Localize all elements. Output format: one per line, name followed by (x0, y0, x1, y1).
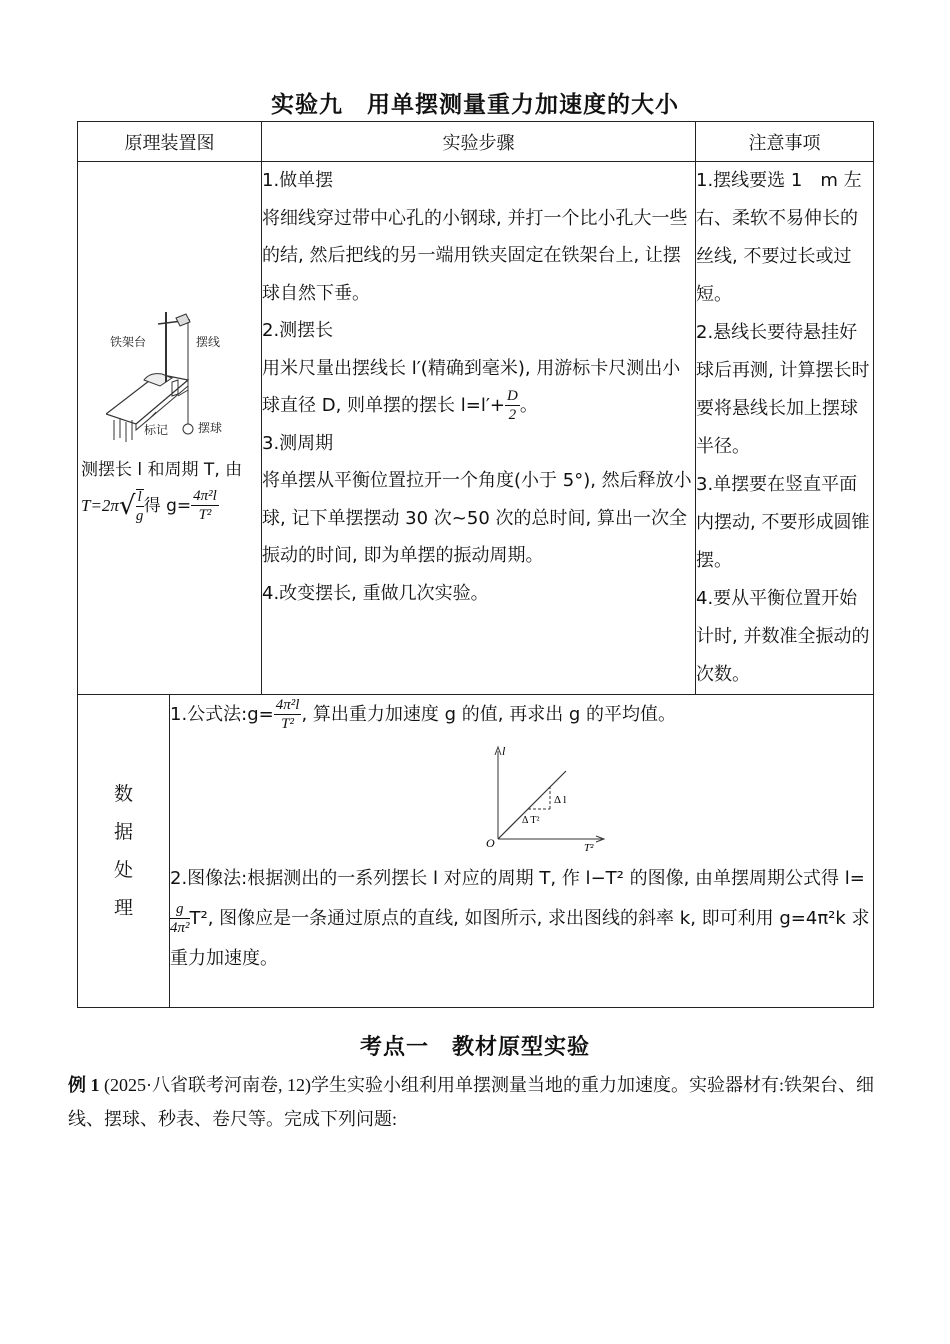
header-steps: 实验步骤 (262, 122, 696, 162)
principle-text (81, 452, 242, 524)
data-processing-cell (170, 695, 874, 1008)
data-label-char: 理 (113, 897, 133, 919)
method1-prefix: 1.公式法:g= (170, 704, 274, 725)
experiment-table (77, 121, 874, 1008)
method2-den: 4π² (170, 920, 190, 936)
g-den: T² (198, 507, 212, 523)
data-label-char: 数 (113, 783, 133, 805)
method1-den: T² (281, 716, 295, 732)
delta-l-label: Δ l (554, 794, 567, 806)
g-fraction (191, 489, 219, 523)
sqrt-den: g (135, 507, 144, 524)
method2-text-b: T², 图像应是一条通过原点的直线, 如图所示, 求出图线的斜率 k, 即可利用 g=4π²k 求重力加速度。 (170, 908, 870, 969)
header-principle: 原理装置图 (78, 122, 262, 162)
step1-body: 将细线穿过带中心孔的小钢球, 并打一个比小孔大一些的结, 然后把线的另一端用铁夹固定在铁架台上, 让摆球自然下垂。 (262, 207, 688, 304)
y-label: l (502, 744, 506, 758)
g-num: 4π²l (193, 488, 217, 504)
steps-cell (262, 162, 696, 695)
step1-title: 1.做单摆 (262, 170, 334, 191)
data-label-char: 处 (113, 859, 133, 881)
principle-line1: 测摆长 l 和周期 T, 由 (81, 460, 243, 480)
label-mark: 标记 (144, 423, 169, 437)
note-4: 4.要从平衡位置开始计时, 并数准全振动的次数。 (696, 588, 870, 685)
step4: 4.改变摆长, 重做几次实验。 (262, 582, 489, 604)
sqrt-sign: √ (118, 491, 136, 521)
example-text: (2025·八省联考河南卷, 12)学生实验小组利用单摆测量当地的重力加速度。实验器材有:铁架台、细线、摆球、秒表、卷尺等。完成下列问题: (68, 1075, 874, 1129)
example-1 (68, 1068, 880, 1136)
method1-num: 4π²l (275, 697, 300, 713)
principle-formula (81, 488, 242, 524)
principle-cell (78, 162, 262, 695)
step2-fraction (505, 389, 520, 423)
label-bob: 摆球 (198, 421, 223, 435)
section-title: 考点一 教材原型实验 (359, 1035, 590, 1060)
step2-text: 用米尺量出摆线长 l′(精确到毫米), 用游标卡尺测出小球直径 D, 则单摆的摆长 l=l′+ (262, 357, 681, 416)
step2-frac-num: D (507, 388, 518, 404)
mark-card (172, 380, 178, 396)
formula-prefix: T=2π (81, 496, 119, 515)
pendulum-bob (183, 424, 193, 434)
method1-suffix: , 算出重力加速度 g 的值, 再求出 g 的平均值。 (301, 704, 677, 725)
note-2: 2.悬线长要待悬挂好球后再测, 计算摆长时要将悬线长加上摆球半径。 (696, 322, 870, 457)
method2-text-a: 2.图像法:根据测出的一系列摆长 l 对应的周期 T, 作 l−T² 的图像, 由单摆周期公式得 l= (170, 868, 865, 889)
step2-title: 2.测摆长 (262, 320, 334, 341)
sqrt-fraction (136, 489, 144, 524)
origin-label: O (486, 836, 495, 850)
step3-body: 将单摆从平衡位置拉开一个角度(小于 5°), 然后释放小球, 记下单摆摆动 30 次~50 次的总时间, 算出一次全振动的时间, 即为单摆的振动周期。 (262, 470, 692, 566)
sqrt-num: l (137, 488, 142, 505)
method1-fraction (274, 698, 302, 732)
delta-T2-label: Δ T² (522, 815, 540, 826)
header-notes: 注意事项 (696, 122, 874, 162)
x-label: T² (584, 842, 594, 853)
example-label: 例 1 (68, 1075, 100, 1095)
page-title: 实验九 用单摆测量重力加速度的大小 (271, 92, 679, 118)
label-stand: 铁架台 (110, 335, 147, 349)
method2-fraction (170, 902, 190, 936)
pendulum-apparatus-diagram (106, 302, 256, 452)
note-3: 3.单摆要在竖直平面内摆动, 不要形成圆锥摆。 (696, 474, 870, 571)
method2-num: g (170, 902, 190, 919)
l-T2-graph (484, 743, 614, 853)
method2 (170, 859, 873, 979)
note-1: 1.摆线要选 1 m 左右、柔软不易伸长的丝线, 不要过长或过短。 (696, 170, 862, 305)
data-label-char: 据 (113, 821, 133, 843)
step2-end: 。 (519, 395, 538, 416)
step2-body (262, 350, 695, 425)
data-processing-label (78, 695, 170, 1008)
step3-title: 3.测周期 (262, 432, 334, 454)
notes-cell (696, 162, 874, 695)
step2-frac-den: 2 (508, 407, 517, 423)
formula-mid: 得 g= (143, 496, 192, 516)
method1 (170, 695, 873, 735)
label-string: 摆线 (196, 335, 221, 349)
